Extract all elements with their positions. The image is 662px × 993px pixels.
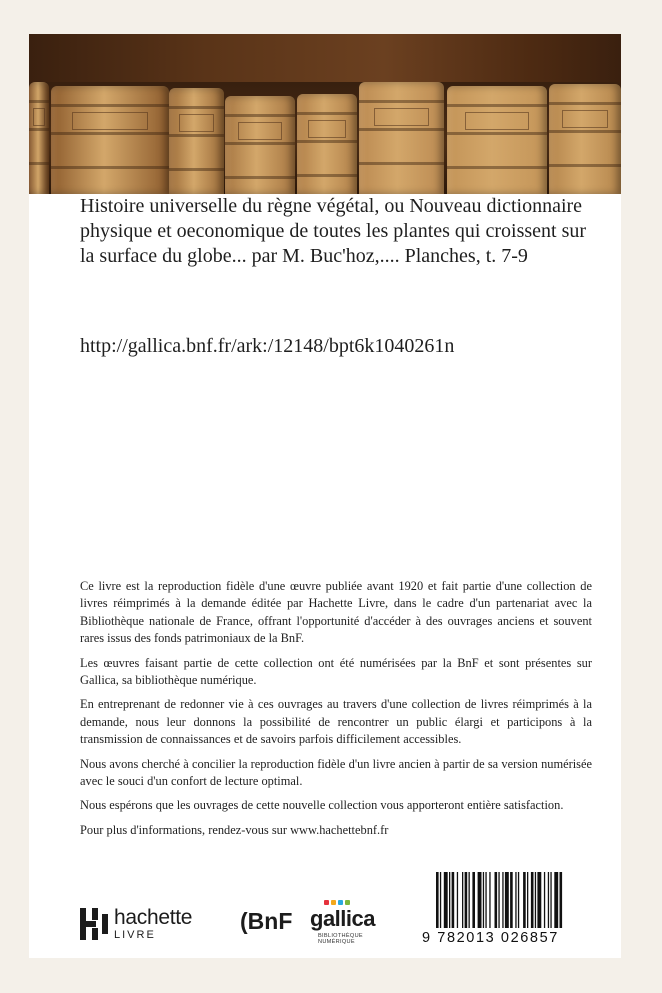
barcode-bar: [457, 872, 458, 928]
barcode-bar: [472, 872, 475, 928]
barcode-bar: [531, 872, 534, 928]
back-cover: [29, 34, 621, 958]
barcode-bar: [498, 872, 499, 928]
barcode-bar: [495, 872, 498, 928]
gallica-name: gallica: [310, 906, 375, 931]
book-title: Histoire universelle du règne végétal, ou Nouveau dictionnaire physique et oeconomique de toutes les plantes qui croissent sur la surface du globe... par M. Buc'hoz,.... Planches, t. 7-9: [80, 195, 587, 267]
barcode-bar: [478, 872, 482, 928]
barcode-bar: [515, 872, 516, 928]
gallica-sub-2: NUMÉRIQUE: [318, 939, 355, 945]
book-spine: [169, 88, 224, 194]
gallica-sub-1: BIBLIOTHÈQUE: [318, 933, 363, 939]
shelf-books-top: [29, 34, 621, 82]
book-spines-banner: [29, 34, 621, 194]
gallica-dot-icon: [324, 900, 329, 905]
gallica-logo: [310, 900, 400, 946]
book-spine: [225, 96, 295, 194]
barcode-bar: [462, 872, 463, 928]
paragraph-satisfaction: Nous espérons que les ouvrages de cette nouvelle collection vous apporteront entière satisfaction.: [80, 798, 564, 813]
paragraph-reading-comfort: Nous avons cherché à concilier la reproduction fidèle d'un livre ancien à partir de sa version numérisée avec le souci d'un confort de lecture optimal.: [80, 756, 592, 789]
barcode-bar: [518, 872, 519, 928]
gallica-dot-icon: [338, 900, 343, 905]
bnf-logo: [240, 908, 292, 935]
barcode-bar: [554, 872, 558, 928]
barcode-bar: [436, 872, 439, 928]
barcode-bar: [444, 872, 448, 928]
isbn-barcode: [422, 872, 612, 950]
paragraph-gallica: Les œuvres faisant partie de cette collection ont été numérisées par la BnF et sont présentes sur Gallica, sa bibliothèque numérique.: [80, 655, 592, 688]
paragraph-reproduction: Ce livre est la reproduction fidèle d'une œuvre publiée avant 1920 et fait partie d'une collection de livres réimprimés à la demande éditée par Hachette Livre, dans le cadre d'un partenariat avec la Bibliothèque nationale de France, offrant l'opportunité d'accéder à des ouvrages anciens et souvent rares issus des fonds patrimoniaux de la BnF.: [80, 579, 592, 646]
barcode-bar: [483, 872, 484, 928]
barcode-digits: 9 782013 026857: [422, 930, 559, 946]
barcode-bar: [440, 872, 441, 928]
barcode-bar: [502, 872, 503, 928]
barcode-bar: [449, 872, 450, 928]
barcode-bar: [550, 872, 551, 928]
book-spine: [359, 82, 444, 194]
bnf-bracket-icon: (: [240, 908, 248, 934]
book-spine: [51, 86, 169, 194]
barcode-bar: [523, 872, 526, 928]
paragraph-mission: En entreprenant de redonner vie à ces ouvrages au travers d'une collection de livres réimprimés à la demande, nous leur donnons la possibilité de rencontrer un public élargi et participons à la transmission de connaissances et de savoirs parfois difficilement accessibles.: [80, 697, 592, 747]
book-spine: [297, 94, 357, 194]
barcode-bar: [510, 872, 513, 928]
gallica-dot-icon: [345, 900, 350, 905]
barcode-bar: [489, 872, 490, 928]
barcode-bar: [537, 872, 541, 928]
hachette-mark-icon: [80, 908, 108, 940]
barcode-bar: [527, 872, 528, 928]
logos-row: [80, 894, 620, 950]
barcode-bar: [535, 872, 536, 928]
gallica-url: http://gallica.bnf.fr/ark:/12148/bpt6k1040261n: [80, 335, 455, 357]
barcode-bar: [560, 872, 563, 928]
barcode-bar: [485, 872, 486, 928]
hachette-sub: LIVRE: [114, 929, 156, 941]
barcode-bar: [465, 872, 468, 928]
book-spine: [447, 86, 547, 194]
publisher-statement: [80, 578, 592, 846]
gallica-dot-icon: [331, 900, 336, 905]
barcode-bar: [505, 872, 509, 928]
barcode-bar: [469, 872, 470, 928]
paragraph-more-info: Pour plus d'informations, rendez-vous sur www.hachettebnf.fr: [80, 822, 389, 837]
barcode-bar: [452, 872, 455, 928]
barcode-bars: [436, 872, 606, 932]
barcode-bar: [544, 872, 545, 928]
bnf-name: BnF: [247, 908, 293, 934]
book-spine: [549, 84, 621, 194]
book-spine: [29, 82, 49, 194]
barcode-bar: [548, 872, 549, 928]
hachette-livre-logo: [80, 904, 192, 944]
hachette-name: hachette: [114, 906, 193, 929]
